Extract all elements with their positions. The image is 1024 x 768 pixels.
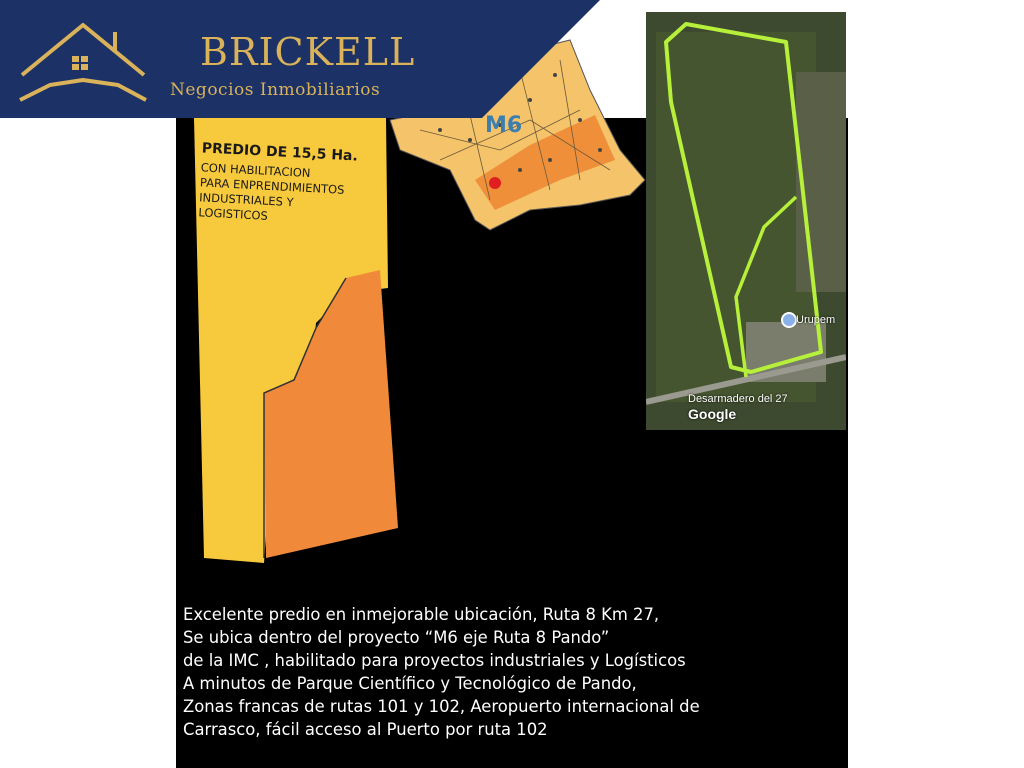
- location-marker: [489, 177, 501, 189]
- map-pin-icon: [782, 313, 796, 327]
- description-line: Se ubica dentro del proyecto “M6 eje Ruta 8 Pando”: [183, 628, 610, 647]
- description-line: Carrasco, fácil acceso al Puerto por ruta 102: [183, 720, 548, 739]
- google-logo: Google: [688, 406, 737, 422]
- description-line: de la IMC , habilitado para proyectos industriales y Logísticos: [183, 651, 686, 670]
- description-line: Zonas francas de rutas 101 y 102, Aeropuerto internacional de: [183, 697, 700, 716]
- predio-description: CON HABILITACION PARA ENPRENDIMIENTOS INDUSTRIALES Y LOGISTICOS: [198, 160, 345, 223]
- predio-label: [198, 140, 382, 229]
- description-line: Excelente predio en inmejorable ubicación, Ruta 8 Km 27,: [183, 605, 660, 624]
- place-label: Urupem: [796, 314, 836, 326]
- brand-name: BRICKELL: [200, 30, 416, 74]
- satellite-map: [646, 12, 846, 430]
- m6-label: M6: [485, 113, 523, 138]
- road-label: Desarmadero del 27: [688, 393, 788, 405]
- brand-subtitle: Negocios Inmobiliarios: [170, 80, 381, 100]
- listing-description: [183, 603, 700, 741]
- description-line: A minutos de Parque Científico y Tecnológico de Pando,: [183, 674, 637, 693]
- predio-title: PREDIO DE 15,5 Ha.: [201, 140, 359, 165]
